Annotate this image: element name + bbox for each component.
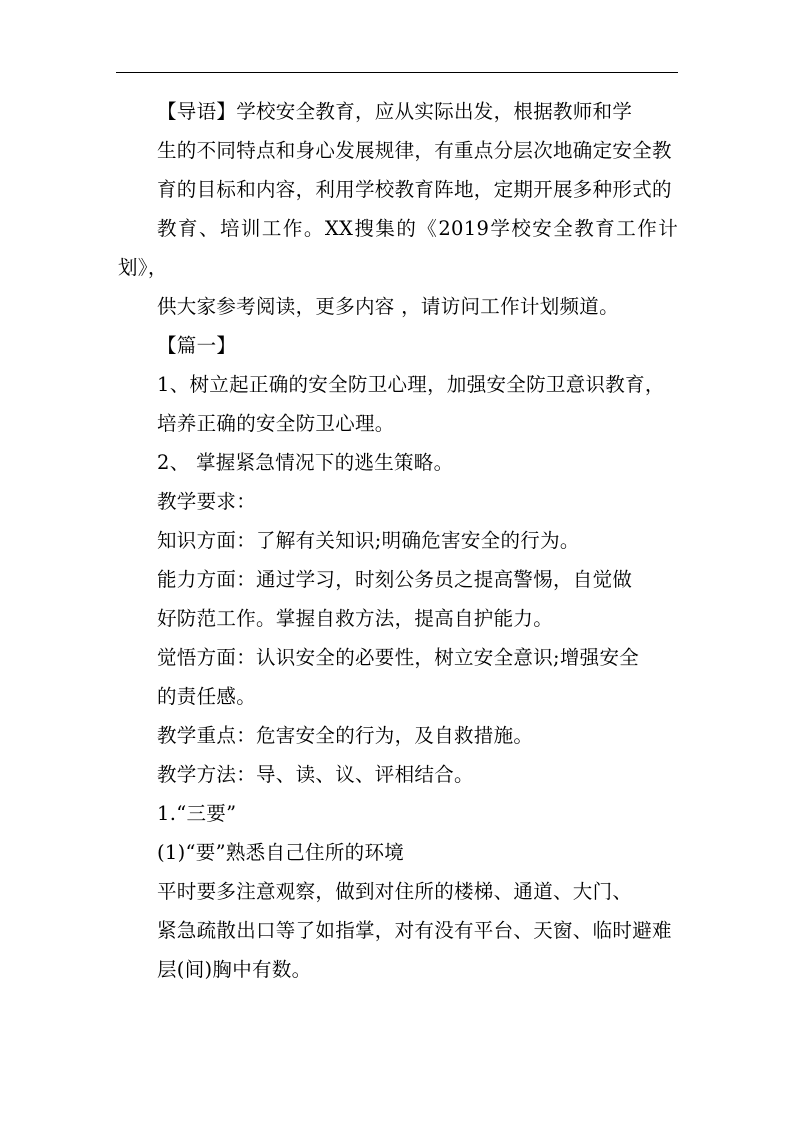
text-line: (1)“要”熟悉自己住所的环境 — [157, 841, 405, 864]
paragraph-item-2 — [118, 443, 678, 482]
text-line: 1、树立起正确的安全防卫心理，加强安全防卫意识教育， — [157, 373, 665, 396]
text-line: 层(间)胸中有数。 — [157, 958, 312, 981]
text-line: 培养正确的安全防卫心理。 — [157, 412, 395, 435]
paragraph-methods — [118, 755, 678, 794]
text-line: 的责任感。 — [157, 685, 257, 708]
paragraph-knowledge — [118, 521, 678, 560]
text-line: 教学方法：导、读、议、评相结合。 — [157, 763, 474, 786]
text-line: 能力方面：通过学习，时刻公务员之提高警惕，自觉做 — [157, 568, 633, 591]
text-line: 【导语】学校安全教育，应从实际出发，根据教师和学 — [157, 100, 633, 123]
text-line: 平时要多注意观察，做到对住所的楼梯、通道、大门、 — [157, 880, 633, 903]
paragraph-item-1 — [118, 365, 678, 443]
text-line: 觉悟方面：认识安全的必要性，树立安全意识;增强安全 — [157, 646, 640, 669]
text-line: 知识方面：了解有关知识;明确危害安全的行为。 — [157, 529, 580, 552]
text-line: 教育、培训工作。XX搜集的《2019学校安全教育工作计划》， — [118, 217, 678, 279]
text-line: 好防范工作。掌握自救方法，提高自护能力。 — [157, 607, 554, 630]
paragraph-observe — [118, 872, 678, 989]
text-line: 【篇一】 — [157, 334, 237, 357]
header-rule — [116, 72, 678, 73]
text-line: 供大家参考阅读，更多内容 ，请访问工作计划频道。 — [157, 295, 619, 318]
text-line: 1.“三要” — [157, 802, 237, 825]
paragraph-teaching-requirements — [118, 482, 678, 521]
paragraph-must-1 — [118, 833, 678, 872]
text-line: 育的目标和内容，利用学校教育阵地，定期开展多种形式的 — [157, 178, 672, 201]
text-line: 2、 掌握紧急情况下的逃生策略。 — [157, 451, 454, 474]
text-line: 教学要求： — [157, 490, 257, 513]
text-line: 生的不同特点和身心发展规律，有重点分层次地确定安全教 — [157, 139, 672, 162]
paragraph-intro — [118, 92, 678, 326]
paragraph-ability — [118, 560, 678, 638]
paragraph-awareness — [118, 638, 678, 716]
text-line: 紧急疏散出口等了如指掌，对有没有平台、天窗、临时避难 — [157, 919, 672, 942]
document-body — [118, 92, 678, 989]
paragraph-section-1 — [118, 326, 678, 365]
paragraph-three-musts — [118, 794, 678, 833]
paragraph-key-points — [118, 716, 678, 755]
text-line: 教学重点：危害安全的行为，及自救措施。 — [157, 724, 534, 747]
